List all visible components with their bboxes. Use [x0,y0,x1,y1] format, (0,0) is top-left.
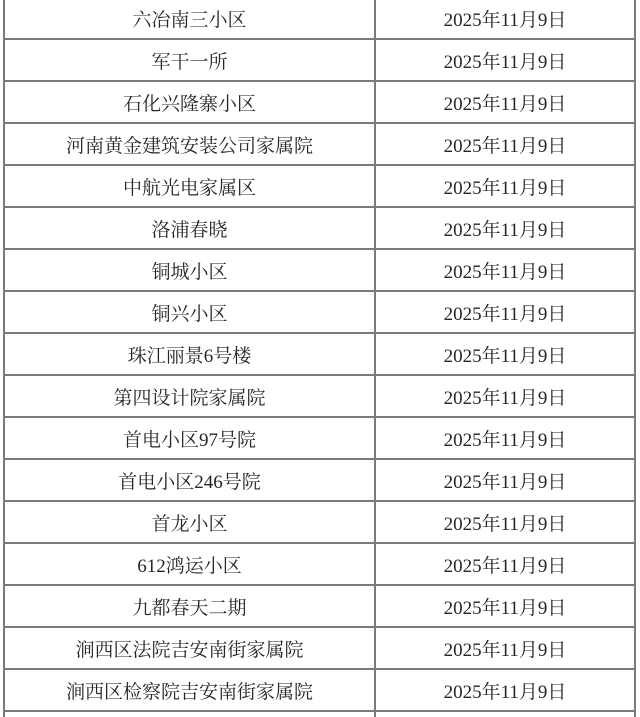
community-name-cell: 涧西区检察院吉安南街家属院 [4,669,375,711]
community-name-cell: 中航光电家属区 [4,165,375,207]
date-cell: 2025年11月9日 [375,333,635,375]
community-name-cell: 涧西区法院吉安南街家属院 [4,627,375,669]
community-name-cell: 首电小区246号院 [4,459,375,501]
community-name-cell: 河南黄金建筑安装公司家属院 [4,123,375,165]
schedule-table [3,0,636,717]
date-cell: 2025年11月9日 [375,207,635,249]
community-name-cell: 九都春天二期 [4,585,375,627]
date-cell: 2025年11月9日 [375,501,635,543]
table-row-partial [4,711,635,717]
table-row [4,417,635,459]
date-cell: 2025年11月9日 [375,585,635,627]
table-row [4,375,635,417]
community-name-cell [4,711,375,717]
date-cell [375,711,635,717]
table-row [4,585,635,627]
date-cell: 2025年11月9日 [375,375,635,417]
community-name-cell: 军干一所 [4,39,375,81]
date-cell: 2025年11月9日 [375,627,635,669]
date-cell: 2025年11月9日 [375,291,635,333]
table-row [4,81,635,123]
table-row [4,501,635,543]
table-row [4,459,635,501]
community-name-cell: 首龙小区 [4,501,375,543]
date-cell: 2025年11月9日 [375,123,635,165]
date-cell: 2025年11月9日 [375,459,635,501]
table-row [4,627,635,669]
community-name-cell: 洛浦春晓 [4,207,375,249]
community-name-cell: 铜兴小区 [4,291,375,333]
table-row [4,333,635,375]
table-row [4,123,635,165]
table-row [4,291,635,333]
table-row [4,249,635,291]
community-name-cell: 石化兴隆寨小区 [4,81,375,123]
community-name-cell: 珠江丽景6号楼 [4,333,375,375]
table-row [4,669,635,711]
date-cell: 2025年11月9日 [375,81,635,123]
date-cell: 2025年11月9日 [375,0,635,39]
table-row [4,207,635,249]
date-cell: 2025年11月9日 [375,543,635,585]
community-name-cell: 六冶南三小区 [4,0,375,39]
table-row [4,39,635,81]
community-name-cell: 612鸿运小区 [4,543,375,585]
table-row [4,543,635,585]
date-cell: 2025年11月9日 [375,417,635,459]
date-cell: 2025年11月9日 [375,165,635,207]
table-row [4,165,635,207]
date-cell: 2025年11月9日 [375,39,635,81]
date-cell: 2025年11月9日 [375,669,635,711]
table-row [4,0,635,39]
community-name-cell: 铜城小区 [4,249,375,291]
community-name-cell: 第四设计院家属院 [4,375,375,417]
date-cell: 2025年11月9日 [375,249,635,291]
community-name-cell: 首电小区97号院 [4,417,375,459]
